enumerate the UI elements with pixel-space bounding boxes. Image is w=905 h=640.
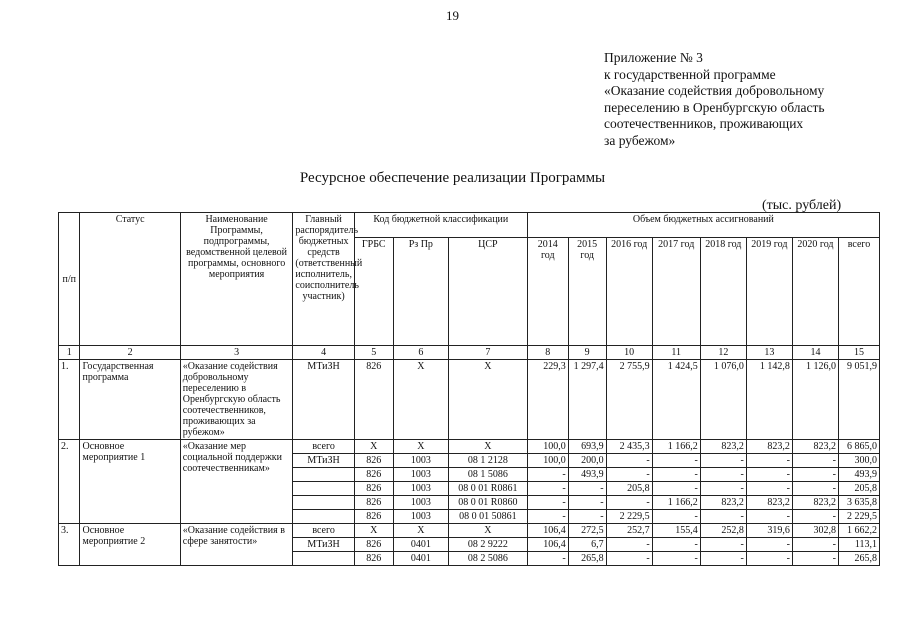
row-value: - <box>527 468 568 482</box>
column-number: 5 <box>354 346 393 360</box>
row-value: 1 126,0 <box>792 360 838 440</box>
row-manager: всего <box>293 524 354 538</box>
row-value: 155,4 <box>652 524 700 538</box>
row-rzpr: 1003 <box>393 482 448 496</box>
row-value: - <box>792 538 838 552</box>
column-number: 2 <box>80 346 180 360</box>
row-manager <box>293 510 354 524</box>
header-grbs: ГРБС <box>354 238 393 346</box>
appendix-line: Приложение № 3 <box>604 50 703 65</box>
row-status: Государственная программа <box>80 360 180 440</box>
units-label: (тыс. рублей) <box>762 198 842 213</box>
row-grbs: 826 <box>354 360 393 440</box>
row-value: - <box>746 510 792 524</box>
row-value: 100,0 <box>527 440 568 454</box>
column-number: 4 <box>293 346 354 360</box>
header-total: всего <box>838 238 879 346</box>
header-year: 2020 год <box>792 238 838 346</box>
row-csr: Х <box>448 440 527 454</box>
row-value: - <box>700 468 746 482</box>
row-rzpr: 1003 <box>393 496 448 510</box>
page-number: 19 <box>446 8 459 23</box>
row-csr: 08 2 9222 <box>448 538 527 552</box>
row-value: - <box>606 468 652 482</box>
row-manager: МТиЗН <box>293 454 354 468</box>
row-value: - <box>746 454 792 468</box>
row-rzpr: 1003 <box>393 510 448 524</box>
header-year: 2018 год <box>700 238 746 346</box>
appendix-line: к государственной программе <box>604 66 776 82</box>
table-row <box>59 440 880 454</box>
row-manager <box>293 482 354 496</box>
row-csr: 08 1 2128 <box>448 454 527 468</box>
header-year: 2015 год <box>568 238 606 346</box>
row-total: 493,9 <box>838 468 879 482</box>
row-value: - <box>700 454 746 468</box>
row-value: - <box>606 552 652 566</box>
row-value: 823,2 <box>746 496 792 510</box>
resource-table <box>58 212 880 566</box>
row-value: 229,3 <box>527 360 568 440</box>
row-value: 1 424,5 <box>652 360 700 440</box>
row-manager: всего <box>293 440 354 454</box>
row-value: - <box>568 510 606 524</box>
row-manager <box>293 468 354 482</box>
row-status: Основное мероприятие 1 <box>80 440 180 524</box>
header-manager: Главный распорядитель бюджетных средств (ответственный исполнитель, соисполнитель участник) <box>293 213 354 346</box>
row-total: 265,8 <box>838 552 879 566</box>
row-manager <box>293 496 354 510</box>
row-value: 1 076,0 <box>700 360 746 440</box>
row-value: 823,2 <box>700 440 746 454</box>
row-value: - <box>700 510 746 524</box>
row-manager: МТиЗН <box>293 538 354 552</box>
row-value: 106,4 <box>527 524 568 538</box>
row-grbs: 826 <box>354 510 393 524</box>
row-number: 2. <box>59 440 80 524</box>
column-number: 7 <box>448 346 527 360</box>
row-value: - <box>700 552 746 566</box>
row-value: - <box>527 552 568 566</box>
row-value: - <box>527 510 568 524</box>
row-grbs: 826 <box>354 454 393 468</box>
row-csr: 08 2 5086 <box>448 552 527 566</box>
row-value: 1 166,2 <box>652 496 700 510</box>
header-csr: ЦСР <box>448 238 527 346</box>
appendix-line: соотечественников, проживающих <box>604 116 804 131</box>
row-value: - <box>652 552 700 566</box>
row-value: - <box>792 454 838 468</box>
row-value: 823,2 <box>700 496 746 510</box>
column-number: 15 <box>838 346 879 360</box>
appendix-header <box>604 50 825 149</box>
row-grbs: 826 <box>354 468 393 482</box>
row-rzpr: 0401 <box>393 552 448 566</box>
row-csr: 08 1 5086 <box>448 468 527 482</box>
document-title: Ресурсное обеспечение реализации Программы <box>299 170 606 186</box>
row-number: 3. <box>59 524 80 566</box>
header-status: Статус <box>80 213 180 346</box>
header-year: 2016 год <box>606 238 652 346</box>
row-value: 319,6 <box>746 524 792 538</box>
column-number: 8 <box>527 346 568 360</box>
row-value: - <box>652 482 700 496</box>
row-manager: МТиЗН <box>293 360 354 440</box>
row-value: 823,2 <box>792 496 838 510</box>
column-number-row <box>59 346 880 360</box>
header-name: Наименование Программы, подпрограммы, ведомственной целевой программы, основного мероприятия <box>180 213 293 346</box>
header-year: 2017 год <box>652 238 700 346</box>
row-value: - <box>652 454 700 468</box>
row-rzpr: Х <box>393 360 448 440</box>
header-volume-group: Объем бюджетных ассигнований <box>527 213 879 238</box>
row-csr: Х <box>448 360 527 440</box>
row-value: 205,8 <box>606 482 652 496</box>
row-value: 693,9 <box>568 440 606 454</box>
row-grbs: Х <box>354 440 393 454</box>
appendix-line: за рубежом» <box>604 132 676 148</box>
column-number: 14 <box>792 346 838 360</box>
row-value: 272,5 <box>568 524 606 538</box>
row-csr: Х <box>448 524 527 538</box>
row-total: 9 051,9 <box>838 360 879 440</box>
header-year: 2014 год <box>527 238 568 346</box>
row-value: 265,8 <box>568 552 606 566</box>
row-value: 100,0 <box>527 454 568 468</box>
row-value: - <box>746 468 792 482</box>
row-name: «Оказание содействия в сфере занятости» <box>180 524 293 566</box>
row-total: 300,0 <box>838 454 879 468</box>
row-total: 3 635,8 <box>838 496 879 510</box>
row-grbs: 826 <box>354 496 393 510</box>
row-number: 1. <box>59 360 80 440</box>
row-value: 6,7 <box>568 538 606 552</box>
row-value: - <box>700 538 746 552</box>
row-value: - <box>606 454 652 468</box>
row-value: - <box>568 496 606 510</box>
column-number: 3 <box>180 346 293 360</box>
row-rzpr: 1003 <box>393 468 448 482</box>
row-name: «Оказание мер социальной поддержки соотечественникам» <box>180 440 293 524</box>
row-csr: 08 0 01 R0861 <box>448 482 527 496</box>
column-number: 11 <box>652 346 700 360</box>
appendix-line: «Оказание содействия добровольному <box>604 83 825 98</box>
row-value: - <box>792 468 838 482</box>
table-row <box>59 524 880 538</box>
header-rzpr: Рз Пр <box>393 238 448 346</box>
row-rzpr: Х <box>393 440 448 454</box>
row-value: 252,8 <box>700 524 746 538</box>
column-number: 10 <box>606 346 652 360</box>
appendix-line: переселению в Оренбургскую область <box>604 99 825 115</box>
row-value: 1 166,2 <box>652 440 700 454</box>
row-value: 1 142,8 <box>746 360 792 440</box>
row-value: - <box>746 538 792 552</box>
row-grbs: Х <box>354 524 393 538</box>
header-row <box>59 213 880 238</box>
row-csr: 08 0 01 50861 <box>448 510 527 524</box>
row-value: - <box>568 482 606 496</box>
column-number: 9 <box>568 346 606 360</box>
row-value: 2 435,3 <box>606 440 652 454</box>
row-value: - <box>700 482 746 496</box>
row-name: «Оказание содействия добровольному переселению в Оренбургскую область соотечественников, проживающих за рубежом» <box>180 360 293 440</box>
header-num: п/п <box>59 213 80 346</box>
row-value: 200,0 <box>568 454 606 468</box>
table-body <box>59 360 880 566</box>
row-total: 1 662,2 <box>838 524 879 538</box>
row-rzpr: Х <box>393 524 448 538</box>
row-value: - <box>606 496 652 510</box>
row-value: - <box>652 468 700 482</box>
row-value: - <box>746 552 792 566</box>
column-number: 6 <box>393 346 448 360</box>
row-value: 302,8 <box>792 524 838 538</box>
row-status: Основное мероприятие 2 <box>80 524 180 566</box>
column-number: 12 <box>700 346 746 360</box>
row-value: 2 755,9 <box>606 360 652 440</box>
row-value: - <box>792 552 838 566</box>
row-value: 106,4 <box>527 538 568 552</box>
row-value: 252,7 <box>606 524 652 538</box>
row-value: - <box>792 510 838 524</box>
table-row <box>59 360 880 440</box>
row-value: - <box>527 496 568 510</box>
row-total: 6 865,0 <box>838 440 879 454</box>
row-value: 493,9 <box>568 468 606 482</box>
row-value: - <box>792 482 838 496</box>
row-total: 205,8 <box>838 482 879 496</box>
row-value: 1 297,4 <box>568 360 606 440</box>
column-number: 13 <box>746 346 792 360</box>
row-total: 2 229,5 <box>838 510 879 524</box>
row-value: - <box>606 538 652 552</box>
row-rzpr: 0401 <box>393 538 448 552</box>
column-number: 1 <box>59 346 80 360</box>
row-value: - <box>746 482 792 496</box>
row-value: 2 229,5 <box>606 510 652 524</box>
row-value: 823,2 <box>746 440 792 454</box>
header-code-group: Код бюджетной классификации <box>354 213 527 238</box>
row-manager <box>293 552 354 566</box>
row-grbs: 826 <box>354 552 393 566</box>
row-csr: 08 0 01 R0860 <box>448 496 527 510</box>
row-value: - <box>652 538 700 552</box>
row-total: 113,1 <box>838 538 879 552</box>
row-value: - <box>652 510 700 524</box>
row-rzpr: 1003 <box>393 454 448 468</box>
row-grbs: 826 <box>354 538 393 552</box>
row-grbs: 826 <box>354 482 393 496</box>
row-value: - <box>527 482 568 496</box>
header-year: 2019 год <box>746 238 792 346</box>
row-value: 823,2 <box>792 440 838 454</box>
